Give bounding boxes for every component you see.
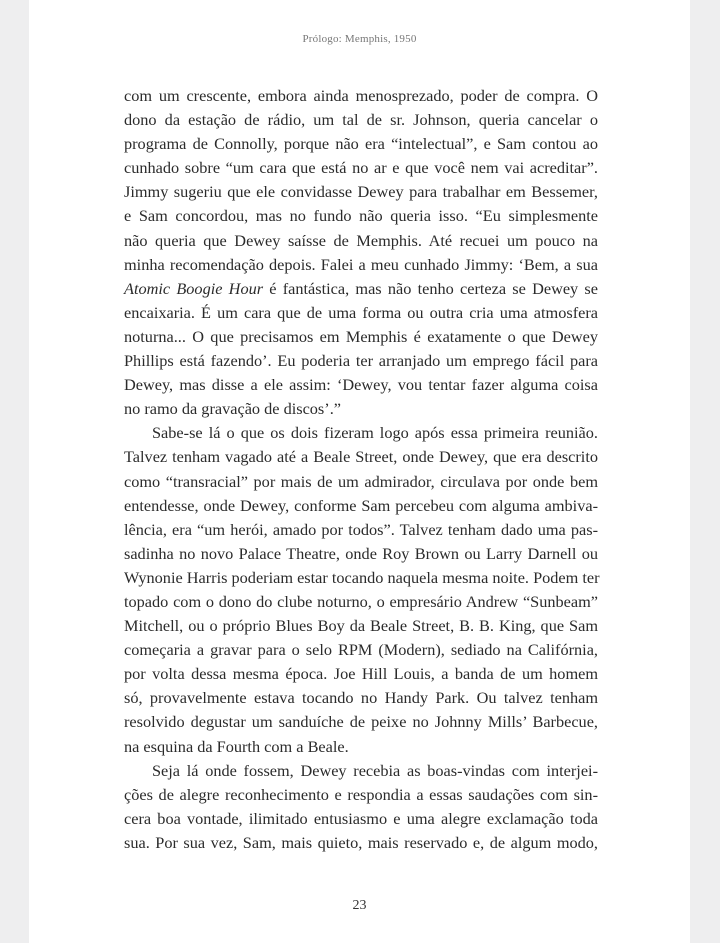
line-rest: é fantástica, mas não tenho certeza se Dewey se xyxy=(263,278,598,298)
text-line: noturna... O que precisamos em Memphis é exatamente o que Dewey xyxy=(124,326,598,346)
text-line: Wynonie Harris poderiam estar tocando naquela mesma noite. Podem ter xyxy=(124,567,600,587)
book-page xyxy=(29,0,690,943)
text-line: cera boa vontade, ilimitado entusiasmo e uma alegre exclamação toda xyxy=(124,808,598,828)
text-line: Sabe-se lá o que os dois fizeram logo após essa primeira reunião. xyxy=(152,423,598,443)
text-line: cunhado sobre “um cara que está no ar e que você nem vai acreditar”. xyxy=(124,158,598,178)
text-line: dono da estação de rádio, um tal de sr. Johnson, queria cancelar o xyxy=(124,110,598,130)
text-line: Seja lá onde fossem, Dewey recebia as boas-vindas com interjei- xyxy=(152,760,598,780)
text-line: só, provavelmente estava tocando no Handy Park. Ou talvez tenham xyxy=(124,688,598,708)
text-line: ções de alegre reconhecimento e respondia a essas saudações com sin- xyxy=(124,784,598,804)
page-number: 23 xyxy=(352,898,367,913)
text-line: começaria a gravar para o selo RPM (Modern), sediado na Califórnia, xyxy=(124,640,598,660)
text-line: com um crescente, embora ainda menosprezado, poder de compra. O xyxy=(124,86,598,105)
text-line: no ramo da gravação de discos’.” xyxy=(124,399,341,419)
text-line: resolvido degustar um sanduíche de peixe no Johnny Mills’ Barbecue, xyxy=(124,712,598,732)
body-text xyxy=(124,84,598,855)
text-line: como “transracial” por mais de um admirador, circulava por onde bem xyxy=(124,471,598,491)
text-line: na esquina da Fourth com a Beale. xyxy=(124,736,349,756)
text-line: lência, era “um herói, amado por todos”. Talvez tenham dado uma pas- xyxy=(124,519,598,539)
text-line: sua. Por sua vez, Sam, mais quieto, mais reservado e, de algum modo, xyxy=(124,832,598,852)
text-line: por volta dessa mesma época. Joe Hill Louis, a banda de um homem xyxy=(124,664,598,684)
text-line: programa de Connolly, porque não era “intelectual”, e Sam contou ao xyxy=(124,134,598,154)
running-head: Prólogo: Memphis, 1950 xyxy=(302,33,417,45)
text-line: sadinha no novo Palace Theatre, onde Roy Brown ou Larry Darnell ou xyxy=(124,543,598,563)
text-line: encaixaria. É um cara que de uma forma ou outra cria uma atmosfera xyxy=(124,302,598,322)
text-line: Mitchell, ou o próprio Blues Boy da Beale Street, B. B. King, que Sam xyxy=(124,616,598,636)
text-line: Talvez tenham vagado até a Beale Street, onde Dewey, que era descrito xyxy=(124,447,598,467)
text-line: minha recomendação depois. Falei a meu cunhado Jimmy: ‘Bem, a sua xyxy=(124,254,598,274)
text-line: Phillips está fazendo’. Eu poderia ter arranjado um emprego fácil para xyxy=(124,351,598,371)
text-line xyxy=(124,277,598,301)
text-line: Jimmy sugeriu que ele convidasse Dewey para trabalhar em Bessemer, xyxy=(124,182,598,202)
italic-title: Atomic Boogie Hour xyxy=(124,278,264,298)
text-line: e Sam concordou, mas no fundo não queria isso. “Eu simplesmente xyxy=(124,206,598,226)
text-line: não queria que Dewey saísse de Memphis. Até recuei um pouco na xyxy=(124,230,598,250)
text-line: topado com o dono do clube noturno, o empresário Andrew “Sunbeam” xyxy=(124,591,598,611)
text-line: Dewey, mas disse a ele assim: ‘Dewey, vou tentar fazer alguma coisa xyxy=(124,375,598,395)
text-line: entendesse, onde Dewey, conforme Sam percebeu com alguma ambiva- xyxy=(124,495,598,515)
